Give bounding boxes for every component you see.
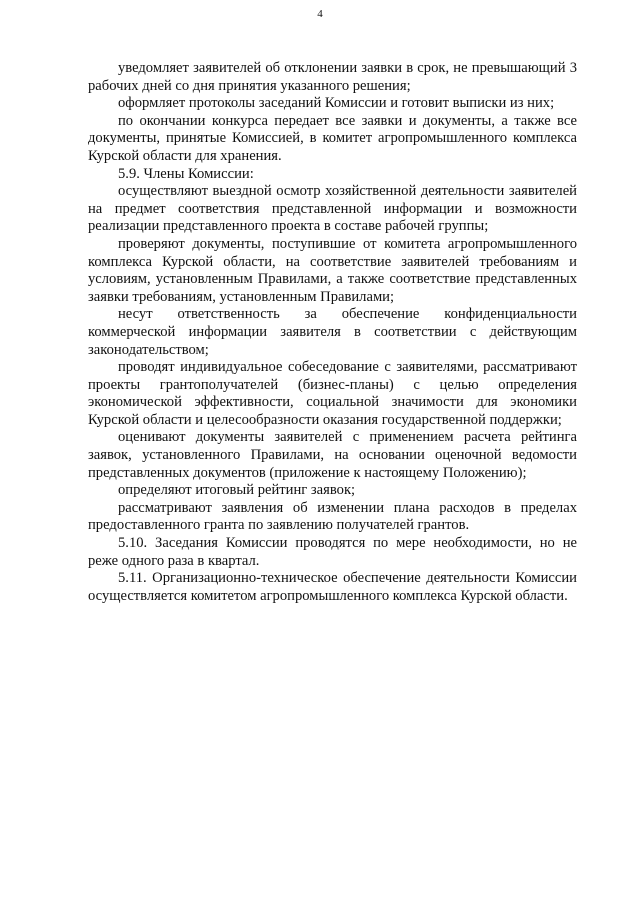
paragraph-evaluate-documents: оценивают документы заявителей с применением расчета рейтинга заявок, установленного Правилами, на основании оценочной ведомости представленных документов (приложение к настоящему Положению); <box>88 429 577 481</box>
paragraph-final-rating: определяют итоговый рейтинг заявок; <box>118 482 356 499</box>
paragraph-section-5-10: 5.10. Заседания Комиссии проводятся по мере необходимости, но не реже одного раза в квартал. <box>88 535 577 569</box>
paragraph-notify-rejection: уведомляет заявителей об отклонении заявки в срок, не превышающий 3 рабочих дней со дня принятия указанного решения; <box>88 60 577 94</box>
page-number: 4 <box>317 8 323 20</box>
paragraph-expense-changes: рассматривают заявления об изменении плана расходов в пределах предоставленного гранта по заявлению получателей грантов. <box>88 499 577 534</box>
document-body <box>88 60 577 605</box>
paragraph-confidentiality: несут ответственность за обеспечение конфиденциальности коммерческой информации заявителя в соответствии с действующим законодательством; <box>88 306 577 358</box>
paragraph-check-documents: проверяют документы, поступившие от комитета агропромышленного комплекса Курской области, на соответствие заявителей требованиям и условиям, установленным Правилами, а также соответствие представленных заявки требованиям, установленным Правилами; <box>88 235 577 305</box>
paragraph-protocols: оформляет протоколы заседаний Комиссии и готовит выписки из них; <box>118 95 555 112</box>
paragraph-transfer-documents: по окончании конкурса передает все заявки и документы, а также все документы, принятые Комиссией, в комитет агропромышленного комплекса Курской области для хранения. <box>88 112 577 164</box>
paragraph-section-5-11: 5.11. Организационно-техническое обеспечение деятельности Комиссии осуществляется комитетом агропромышленного комплекса Курской области. <box>88 570 577 604</box>
paragraph-site-inspection: осуществляют выездной осмотр хозяйственной деятельности заявителей на предмет соответствия представленной информации и возможности реализации представленного проекта в составе рабочей группы; <box>88 183 577 235</box>
paragraph-interview: проводят индивидуальное собеседование с заявителями, рассматривают проекты грантополучателей (бизнес-планы) с целью определения экономической эффективности, социальной значимости для экономики Курской области и целесообразности оказания государственной поддержки; <box>88 359 577 428</box>
paragraph-section-5-9: 5.9. Члены Комиссии: <box>118 165 254 182</box>
